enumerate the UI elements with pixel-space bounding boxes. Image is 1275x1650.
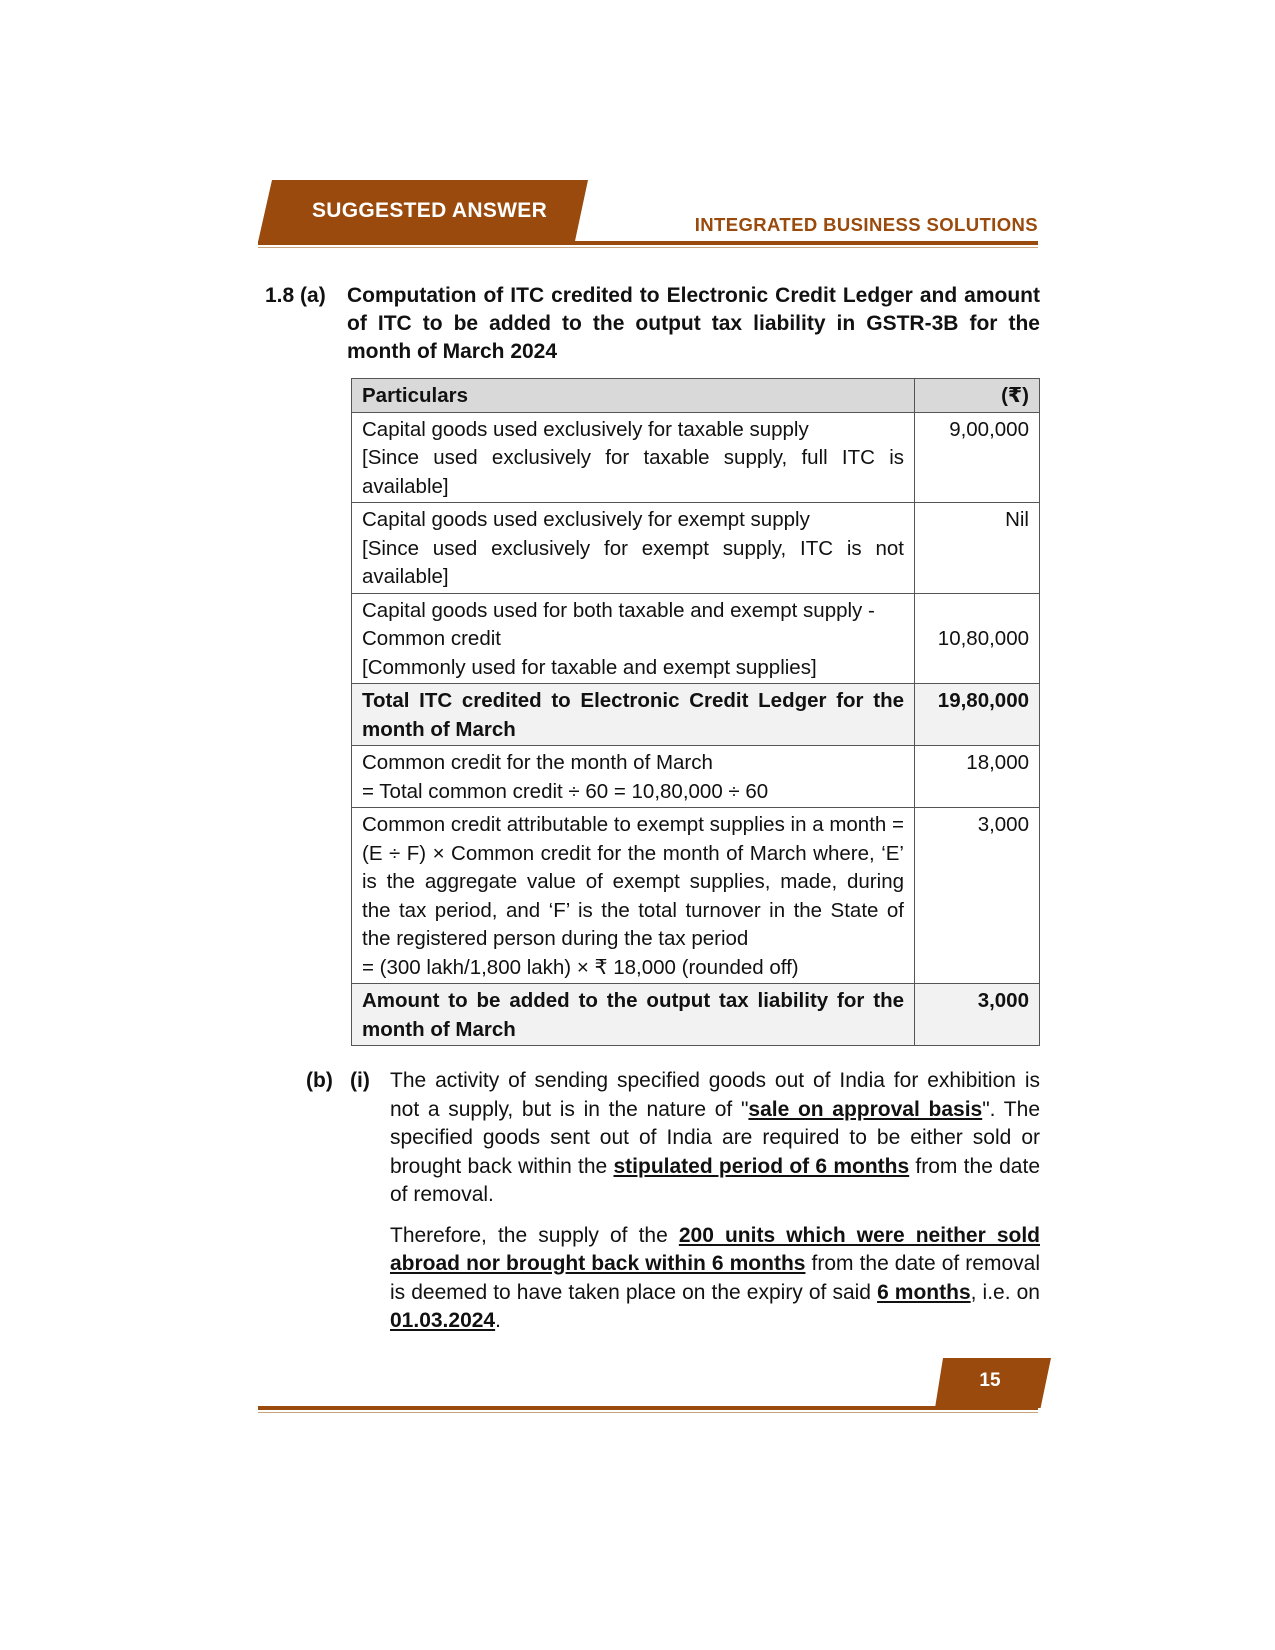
sub-part-label: (i) [350, 1069, 370, 1092]
particulars-cell [352, 746, 915, 808]
particulars-text: Common credit attributable to exempt supplies in a month = (E ÷ F) × Common credit for the month of March where, ‘E’ is the aggregate value of exempt supplies, made, during the tax period, and ‘F’ is the total turnover in the State of the registered person during the tax period [362, 813, 904, 950]
answer-paragraph [390, 1222, 1040, 1336]
text-run: from the date of removal. [390, 1154, 1040, 1206]
table-row [352, 503, 1040, 594]
table-row [352, 746, 1040, 808]
amount-cell: 9,00,000 [915, 412, 1040, 503]
question-number: 1.8 (a) [265, 284, 326, 307]
column-header-particulars: Particulars [352, 379, 915, 413]
amount-cell: 18,000 [915, 746, 1040, 808]
particulars-note: [Since used exclusively for exempt supply, ITC is not available] [362, 536, 904, 588]
particulars-note: [Commonly used for taxable and exempt supplies] [362, 655, 817, 679]
particulars-cell: Amount to be added to the output tax liability for the month of March [352, 984, 915, 1046]
amount-cell: Nil [915, 503, 1040, 594]
header-title: INTEGRATED BUSINESS SOLUTIONS [694, 214, 1038, 235]
amount-cell: 3,000 [915, 984, 1040, 1046]
text-run: The activity of sending specified goods out of India for exhibition is not a supply, but is in the nature of " [390, 1069, 1040, 1121]
particulars-text: Capital goods used exclusively for exempt supply [362, 508, 810, 531]
footer-divider [258, 1406, 1038, 1410]
text-run: Therefore, the supply of the [390, 1223, 679, 1247]
page-number: 15 [979, 1370, 1001, 1391]
table-header-row [352, 379, 1040, 413]
header-divider-thin [258, 247, 1038, 248]
answer-body [390, 1067, 1040, 1336]
part-label: (b) [306, 1069, 333, 1092]
emphasis-text: 01.03.2024 [390, 1309, 496, 1332]
amount-cell: 10,80,000 [915, 593, 1040, 684]
answer-part-b [306, 1067, 1040, 1336]
particulars-text: Capital goods used exclusively for taxable supply [362, 417, 809, 441]
answer-paragraph [390, 1067, 1040, 1210]
particulars-cell [352, 503, 915, 594]
total-itc-row [352, 684, 1040, 746]
emphasis-text: stipulated period of 6 months [613, 1154, 910, 1178]
table-row [352, 412, 1040, 503]
header-tab-label: SUGGESTED ANSWER [312, 199, 548, 222]
text-run: , i.e. on [970, 1280, 1040, 1304]
text-run: . [495, 1309, 501, 1332]
question-title: Computation of ITC credited to Electronic Credit Ledger and amount of ITC to be added to the output tax liability in GSTR-3B for the month of March 2024 [347, 284, 1040, 363]
table-row [352, 593, 1040, 684]
particulars-cell [352, 593, 915, 684]
particulars-text: Common credit for the month of March [362, 751, 713, 774]
particulars-text: Capital goods used for both taxable and exempt supply - Common credit [362, 598, 875, 650]
amount-cell: 19,80,000 [915, 684, 1040, 746]
particulars-formula: = (300 lakh/1,800 lakh) × ₹ 18,000 (rounded off) [362, 955, 799, 979]
amount-cell: 3,000 [915, 808, 1040, 984]
itc-computation-table [351, 378, 1040, 1046]
header-divider [258, 241, 1038, 245]
output-liability-row [352, 984, 1040, 1046]
emphasis-text: 200 units which were neither sold abroad nor brought back within 6 months [390, 1223, 1040, 1275]
particulars-cell: Total ITC credited to Electronic Credit Ledger for the month of March [352, 684, 915, 746]
particulars-formula: = Total common credit ÷ 60 = 10,80,000 ÷ 60 [362, 779, 769, 803]
table-row [352, 808, 1040, 984]
question-heading [265, 282, 1040, 366]
emphasis-text: 6 months [877, 1280, 971, 1304]
text-run: from the date of removal is deemed to have taken place on the expiry of said [390, 1252, 1040, 1304]
column-header-amount: (₹) [915, 379, 1040, 413]
text-run: ". The specified goods sent out of India are required to be either sold or brought back within the [390, 1097, 1040, 1178]
particulars-cell [352, 808, 915, 984]
particulars-cell [352, 412, 915, 503]
footer-divider-thin [258, 1412, 1038, 1413]
particulars-note: [Since used exclusively for taxable supply, full ITC is available] [362, 446, 904, 498]
emphasis-text: sale on approval basis [748, 1097, 983, 1121]
